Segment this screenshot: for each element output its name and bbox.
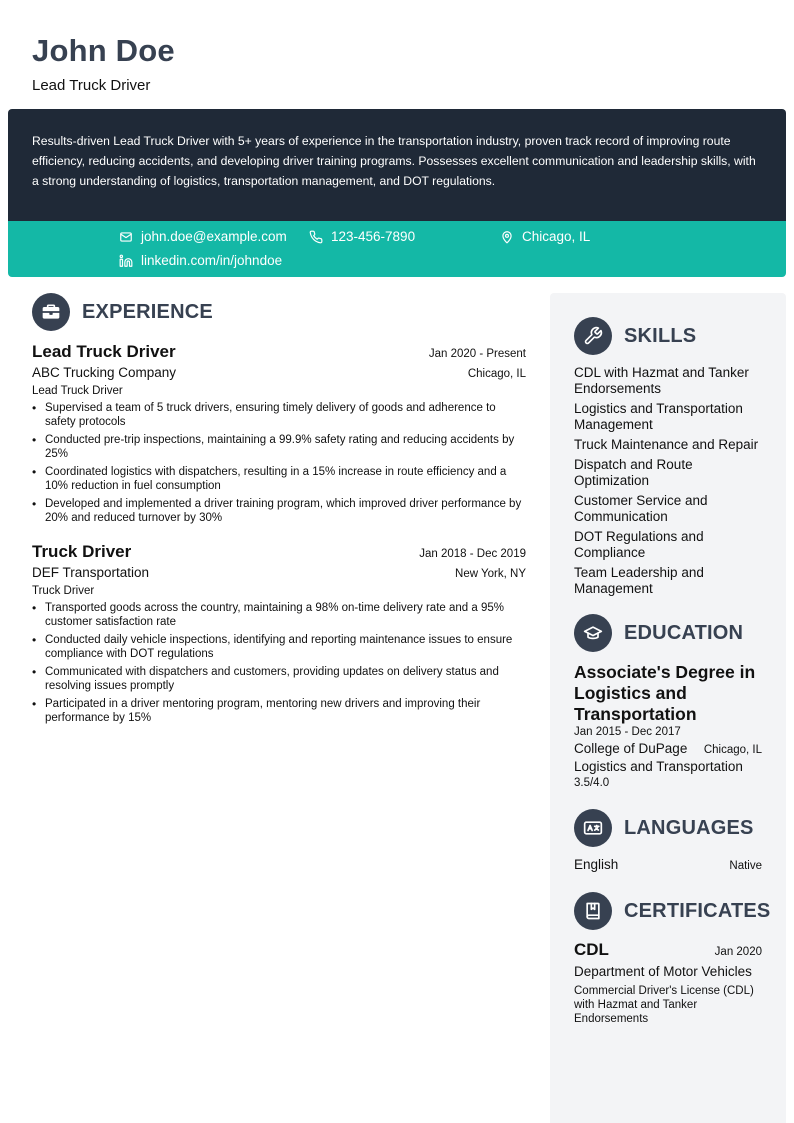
- section-title: EXPERIENCE: [82, 300, 213, 323]
- wrench-icon: [583, 326, 603, 346]
- certificate-name: CDL: [574, 940, 609, 959]
- section-title: CERTIFICATES: [624, 899, 771, 922]
- contact-phone[interactable]: [309, 229, 415, 244]
- section-title: LANGUAGES: [624, 816, 754, 839]
- education-section: [574, 614, 762, 789]
- certificates-header: [574, 892, 771, 930]
- bullet-item: • Conducted pre-trip inspections, maintaining a 99.9% safety rating and reducing accidents by 25%: [32, 433, 526, 461]
- job-location: New York, NY: [455, 568, 526, 580]
- section-title: SKILLS: [624, 324, 697, 347]
- phone-icon: [309, 230, 323, 244]
- candidate-title: Lead Truck Driver: [32, 77, 151, 94]
- sidebar: [550, 293, 786, 1123]
- job-role: Lead Truck Driver: [32, 385, 123, 397]
- bullet-item: • Conducted daily vehicle inspections, identifying and reporting maintenance issues to ensure compliance with DOT regulations: [32, 633, 526, 661]
- contact-phone-text: 123-456-7890: [331, 229, 416, 244]
- bullet-item: • Coordinated logistics with dispatchers, resulting in a 15% increase in route efficiency and a 10% reduction in fuel consumption: [32, 465, 526, 493]
- language-name: English: [574, 857, 619, 872]
- education-school: College of DuPage: [574, 741, 688, 756]
- section-icon-circle: [32, 293, 70, 331]
- education-location: Chicago, IL: [703, 744, 762, 756]
- skill-item: DOT Regulations and Compliance: [574, 529, 704, 560]
- book-icon: [583, 901, 603, 921]
- contact-location-text: Chicago, IL: [522, 229, 591, 244]
- bullet-item: • Transported goods across the country, maintaining a 98% on-time delivery rate and a 95% customer satisfaction rate: [32, 601, 526, 629]
- bullet-item: • Participated in a driver mentoring program, mentoring new drivers and improving their performance by 15%: [32, 697, 526, 725]
- skills-header: [574, 317, 762, 355]
- section-title: EDUCATION: [624, 621, 744, 644]
- language-item: [574, 857, 762, 872]
- candidate-name: John Doe: [32, 33, 175, 68]
- contact-linkedin[interactable]: [119, 253, 282, 268]
- job-bullets: [32, 401, 526, 525]
- skill-item: Logistics and Transportation Management: [574, 401, 743, 432]
- skill-item: Team Leadership and Management: [574, 565, 704, 596]
- languages-header: [574, 809, 762, 847]
- briefcase-icon: [41, 302, 61, 322]
- experience-section: [32, 293, 526, 729]
- job-company: ABC Trucking Company: [32, 365, 177, 380]
- bullet-item: • Developed and implemented a driver training program, which improved driver performance by 20% and reduced turnover by 30%: [32, 497, 526, 525]
- contact-bar: [8, 221, 786, 277]
- contact-email-text: john.doe@example.com: [141, 229, 287, 244]
- section-icon-circle: [574, 809, 612, 847]
- skills-list: [574, 365, 762, 597]
- job-entry: [32, 342, 526, 525]
- translate-icon: [583, 818, 603, 838]
- job-title: Truck Driver: [32, 542, 132, 561]
- graduation-cap-icon: [583, 623, 603, 643]
- certificate-description: Commercial Driver's License (CDL) with Hazmat and Tanker Endorsements: [574, 985, 754, 1025]
- skill-item: CDL with Hazmat and Tanker Endorsements: [574, 365, 749, 396]
- skill-item: Customer Service and Communication: [574, 493, 708, 524]
- job-bullets: [32, 601, 526, 725]
- section-icon-circle: [574, 317, 612, 355]
- job-location: Chicago, IL: [467, 368, 526, 380]
- job-entry: [32, 542, 526, 725]
- education-dates: Jan 2015 - Dec 2017: [574, 726, 681, 738]
- experience-header: [32, 293, 526, 331]
- job-dates: Jan 2020 - Present: [428, 348, 526, 360]
- linkedin-icon: [119, 254, 133, 268]
- job-role: Truck Driver: [32, 585, 95, 597]
- skill-item: Truck Maintenance and Repair: [574, 437, 759, 452]
- education-header: [574, 614, 762, 652]
- bullet-item: • Communicated with dispatchers and customers, providing updates on delivery status and resolving issues promptly: [32, 665, 526, 693]
- section-icon-circle: [574, 892, 612, 930]
- section-icon-circle: [574, 614, 612, 652]
- certificates-section: [574, 892, 771, 1026]
- map-pin-icon: [500, 230, 514, 244]
- certificate-date: Jan 2020: [714, 946, 762, 958]
- job-title: Lead Truck Driver: [32, 342, 176, 361]
- job-company: DEF Transportation: [32, 565, 150, 580]
- mail-icon: [119, 230, 133, 244]
- education-gpa: 3.5/4.0: [574, 777, 610, 789]
- bullet-item: • Supervised a team of 5 truck drivers, ensuring timely delivery of goods and adherence to safety protocols: [32, 401, 526, 429]
- contact-email[interactable]: [119, 229, 287, 244]
- education-degree: Associate's Degree in Logistics and Transportation: [574, 662, 756, 724]
- contact-linkedin-text: linkedin.com/in/johndoe: [141, 253, 283, 268]
- header: [32, 33, 175, 95]
- skills-section: [574, 317, 762, 597]
- language-level: Native: [729, 860, 762, 872]
- skill-item: Dispatch and Route Optimization: [574, 457, 693, 488]
- contact-location: [500, 229, 590, 244]
- education-field: Logistics and Transportation: [574, 759, 743, 774]
- languages-section: [574, 809, 762, 872]
- certificate-issuer: Department of Motor Vehicles: [574, 964, 752, 979]
- job-dates: Jan 2018 - Dec 2019: [419, 548, 526, 560]
- summary: Results-driven Lead Truck Driver with 5+ years of experience in the transportation industry, proven track record of improving route efficiency, reducing accidents, and developing driver training programs. Possesses excellent communication and leadership skills, with a strong understanding of logistics, transportation management, and DOT regulations.: [8, 109, 786, 221]
